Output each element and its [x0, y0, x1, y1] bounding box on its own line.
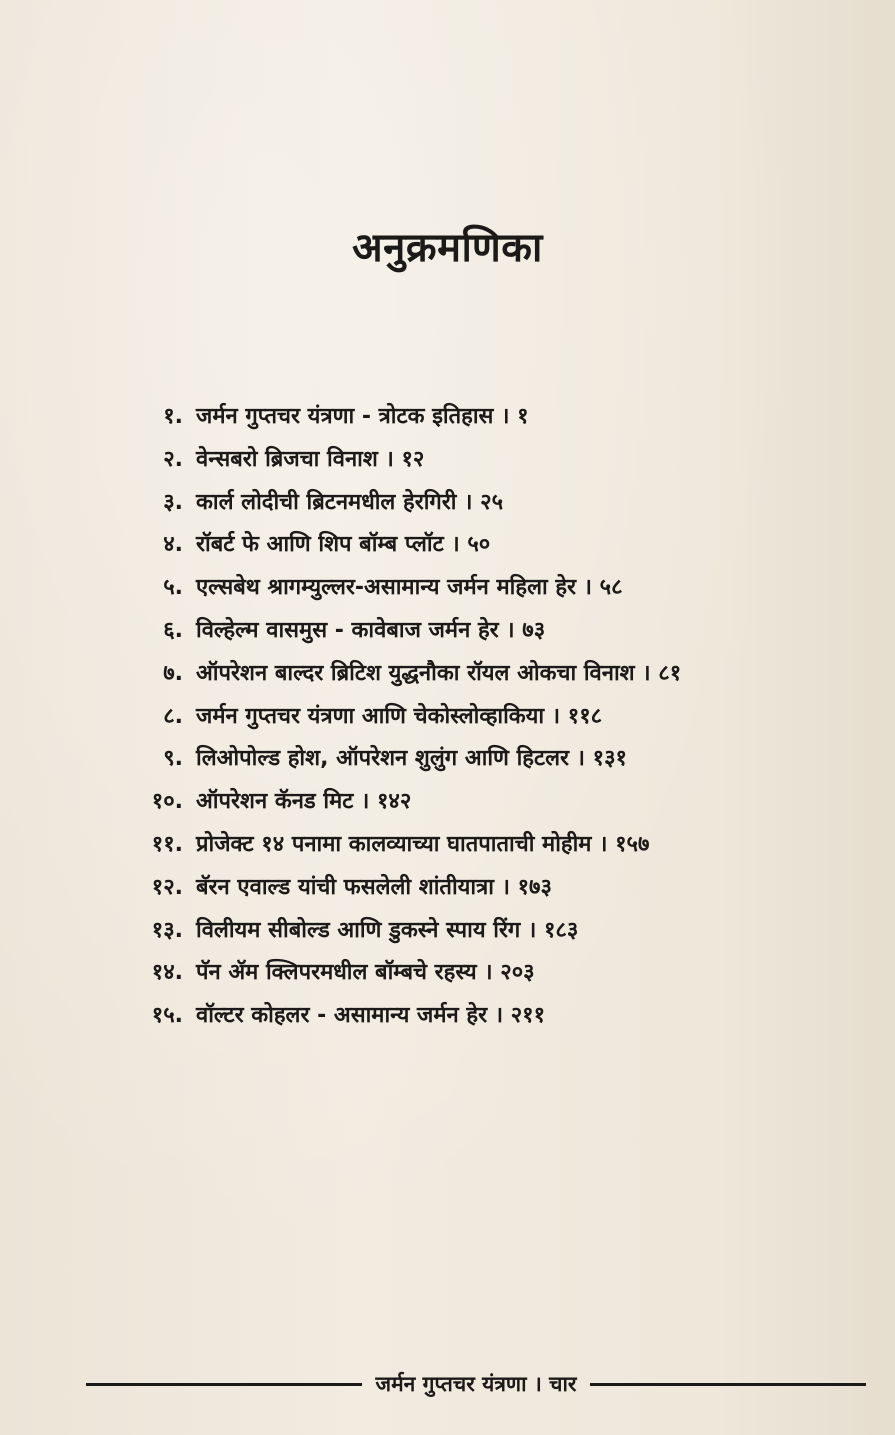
toc-entry-title: कार्ल लोदीची ब्रिटनमधील हेरगिरी । २५ — [196, 489, 504, 515]
table-of-contents — [0, 396, 895, 1038]
toc-entry-number: ११. — [151, 831, 183, 857]
toc-entry-title: वेन्सबरो ब्रिजचा विनाश । १२ — [196, 446, 425, 472]
footer-rule-right — [590, 1383, 866, 1386]
toc-entry-title: ऑपरेशन बाल्दर ब्रिटिश युद्धनौका रॉयल ओकचा विनाश । ८१ — [196, 660, 682, 686]
toc-entry — [0, 396, 895, 439]
toc-entry — [0, 867, 895, 910]
toc-entry-title: जर्मन गुप्तचर यंत्रणा - त्रोटक इतिहास । १ — [196, 404, 529, 429]
toc-entry-title: विल्हेल्म वासमुस - कावेबाज जर्मन हेर । ७३ — [196, 617, 546, 643]
toc-entry-title: रॉबर्ट फे आणि शिप बॉम्ब प्लॉट । ५० — [196, 532, 491, 558]
toc-entry-number: १५. — [151, 1003, 183, 1029]
toc-entry — [0, 439, 895, 482]
toc-entry — [0, 482, 895, 525]
toc-entry — [0, 824, 895, 867]
toc-entry-title: एल्सबेथ श्रागम्युल्लर-असामान्य जर्मन महिला हेर । ५८ — [196, 575, 623, 601]
toc-entry-number: ९. — [163, 746, 183, 772]
toc-entry-number: ५. — [163, 575, 183, 601]
toc-entry — [0, 653, 895, 696]
toc-entry-number: ३. — [163, 489, 183, 515]
page-title: अनुक्रमणिका — [352, 225, 543, 271]
toc-entry-title: प्रोजेक्ट १४ पनामा कालव्याच्या घातपाताची मोहीम । १५७ — [196, 831, 650, 857]
toc-entry-number: ८. — [163, 703, 183, 729]
toc-entry-number: १. — [163, 404, 183, 429]
toc-entry-number: १४. — [151, 960, 183, 986]
toc-entry — [0, 696, 895, 739]
footer-text: जर्मन गुप्तचर यंत्रणा । चार — [375, 1372, 577, 1396]
footer-rule-left — [86, 1383, 362, 1386]
toc-entry — [0, 610, 895, 653]
toc-entry-number: १०. — [151, 789, 183, 815]
toc-entry — [0, 524, 895, 567]
toc-entry-title: पॅन ॲम क्लिपरमधील बॉम्बचे रहस्य । २०३ — [196, 960, 535, 986]
toc-entry-title: वॉल्टर कोहलर - असामान्य जर्मन हेर । २११ — [196, 1003, 546, 1029]
toc-entry-title: जर्मन गुप्तचर यंत्रणा आणि चेकोस्लोव्हाकिया । ११८ — [196, 703, 603, 729]
toc-entry-number: १२. — [151, 874, 183, 900]
toc-entry-title: ऑपरेशन कॅनड मिट । १४२ — [196, 789, 412, 815]
toc-entry-title: विलीयम सीबोल्ड आणि डुकस्ने स्पाय रिंग । १८३ — [196, 917, 579, 943]
toc-entry-number: ६. — [163, 617, 183, 643]
toc-entry-title: बॅरन एवाल्ड यांची फसलेली शांतीयात्रा । १७३ — [196, 874, 552, 900]
toc-entry — [0, 952, 895, 995]
toc-entry-number: ७. — [163, 660, 183, 686]
toc-entry-number: २. — [163, 446, 183, 472]
toc-entry — [0, 738, 895, 781]
toc-entry-title: लिओपोल्ड होश, ऑपरेशन शुलुंग आणि हिटलर । १३१ — [196, 746, 627, 772]
toc-entry — [0, 995, 895, 1038]
toc-entry — [0, 781, 895, 824]
toc-entry-number: ४. — [163, 532, 183, 558]
toc-entry-number: १३. — [151, 917, 183, 943]
toc-entry — [0, 910, 895, 953]
toc-entry — [0, 567, 895, 610]
page-footer — [86, 1364, 866, 1404]
